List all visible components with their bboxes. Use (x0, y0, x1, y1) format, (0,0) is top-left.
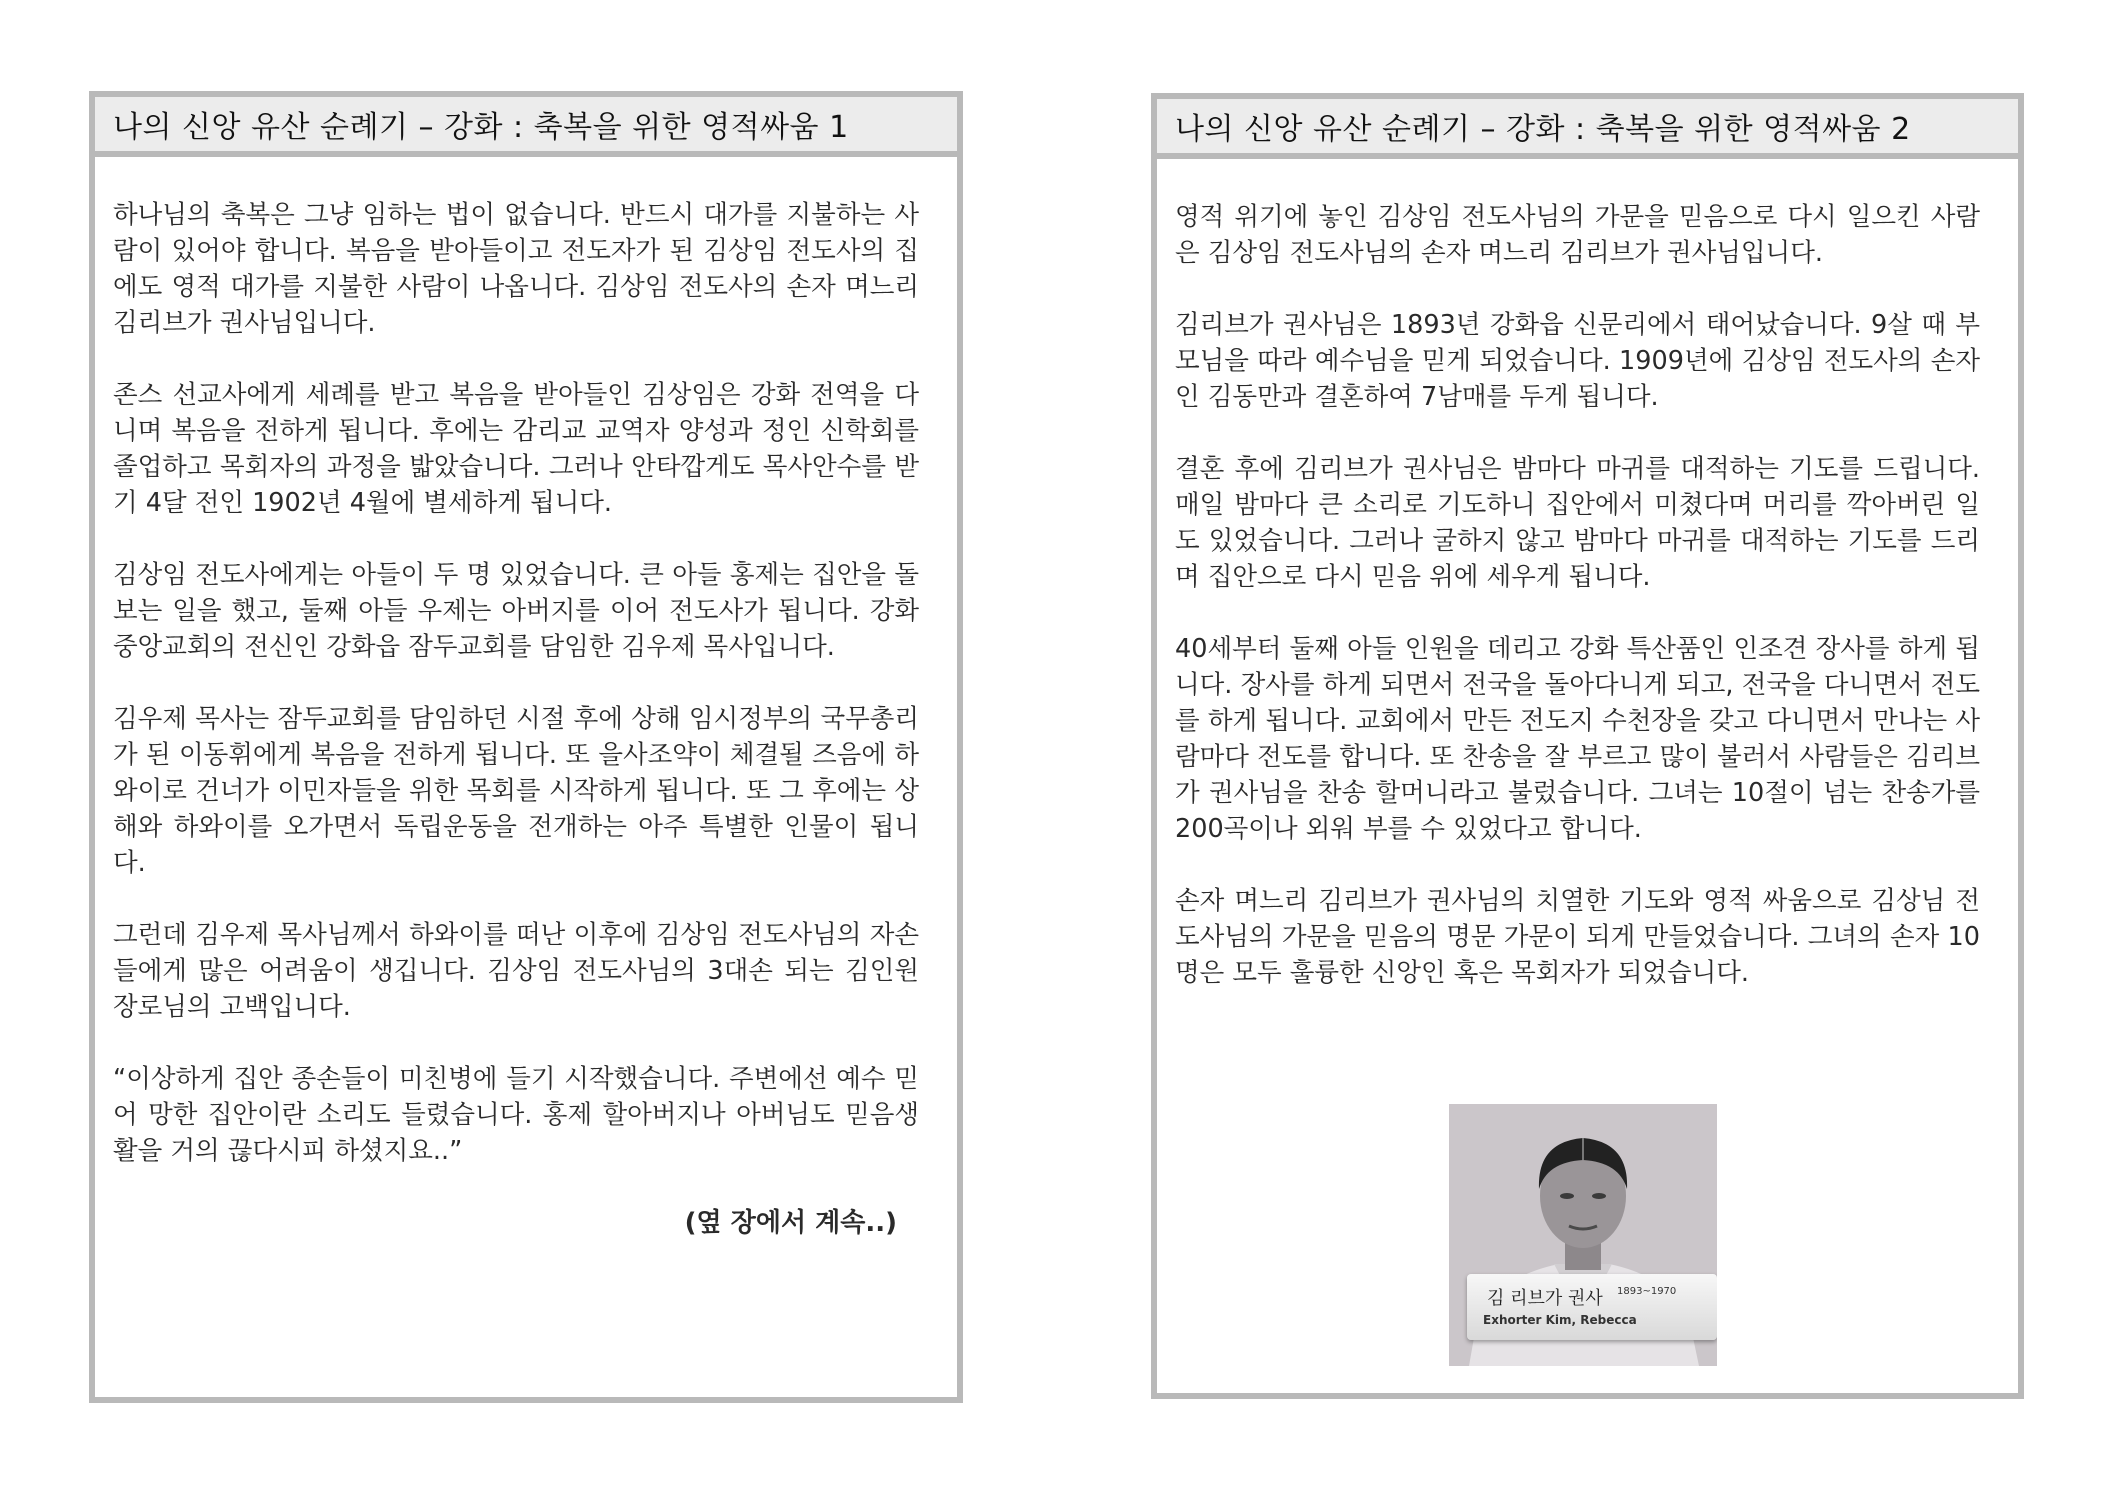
page-title-left: 나의 신앙 유산 순례기 – 강화 : 축복을 위한 영적싸움 1 (113, 110, 849, 145)
portrait-photo (1449, 1104, 1717, 1366)
paragraph: “이상하게 집안 종손들이 미친병에 들기 시작했습니다. 주변에선 예수 믿어 망한 집안이란 소리도 들렸습니다. 홍제 할아버지나 아버님도 믿음생활을 거의 끊다시피 하셨지요..” (113, 1064, 919, 1166)
name-plaque (1467, 1274, 1717, 1340)
paragraph: 하나님의 축복은 그냥 임하는 법이 없습니다. 반드시 대가를 지불하는 사람이 있어야 합니다. 복음을 받아들이고 전도자가 된 김상임 전도사의 집에도 영적 대가를 지불한 사람이 나옵니다. 김상임 전도사의 손자 며느리 김리브가 권사님입니다. (113, 200, 919, 338)
paragraph: 40세부터 둘째 아들 인원을 데리고 강화 특산품인 인조견 장사를 하게 됩니다. 장사를 하게 되면서 전국을 돌아다니게 되고, 전국을 다니면서 전도를 하게 됩니다. 교회에서 만든 전도지 수천장을 갖고 다니면서 만나는 사람마다 전도를 합니다. 또 찬송을 잘 부르고 많이 불러서 사람들은 김리브가 권사님을 찬송 할머니라고 불렀습니다. 그녀는 10절이 넘는 찬송가를 200곡이나 외워 부를 수 있었다고 합니다. (1175, 634, 1980, 844)
plaque-english-name: Exhorter Kim, Rebecca (1483, 1313, 1637, 1327)
paragraph: 손자 며느리 김리브가 권사님의 치열한 기도와 영적 싸움으로 김상님 전도사님의 가문을 믿음의 명문 가문이 되게 만들었습니다. 그녀의 손자 10명은 모두 훌륭한 신앙인 혹은 목회자가 되었습니다. (1175, 886, 1980, 988)
title-bar-left (95, 97, 957, 157)
plaque-years: 1893~1970 (1617, 1286, 1677, 1297)
continued-note: (옆 장에서 계속..) (684, 1208, 897, 1238)
paragraph: 존스 선교사에게 세례를 받고 복음을 받아들인 김상임은 강화 전역을 다니며 복음을 전하게 됩니다. 후에는 감리교 교역자 양성과 정인 신학회를 졸업하고 목회자의 과정을 밟았습니다. 그러나 안타깝게도 목사안수를 받기 4달 전인 1902년 4월에 별세하게 됩니다. (113, 380, 919, 518)
paragraph: 그런데 김우제 목사님께서 하와이를 떠난 이후에 김상임 전도사님의 자손들에게 많은 어려움이 생깁니다. 김상임 전도사님의 3대손 되는 김인원 장로님의 고백입니다. (113, 920, 919, 1022)
paragraph: 김우제 목사는 잠두교회를 담임하던 시절 후에 상해 임시정부의 국무총리가 된 이동휘에게 복음을 전하게 됩니다. 또 을사조약이 체결될 즈음에 하와이로 건너가 이민자들을 위한 목회를 시작하게 됩니다. 또 그 후에는 상해와 하와이를 오가면서 독립운동을 전개하는 아주 특별한 인물이 됩니다. (113, 704, 919, 878)
content-right (1175, 199, 1980, 1027)
paragraph: 결혼 후에 김리브가 권사님은 밤마다 마귀를 대적하는 기도를 드립니다. 매일 밤마다 큰 소리로 기도하니 집안에서 미쳤다며 머리를 깍아버린 일도 있었습니다. 그러나 굴하지 않고 밤마다 마귀를 대적하는 기도를 드리며 집안으로 다시 믿음 위에 세우게 됩니다. (1175, 454, 1980, 592)
paragraph: 김상임 전도사에게는 아들이 두 명 있었습니다. 큰 아들 홍제는 집안을 돌보는 일을 했고, 둘째 아들 우제는 아버지를 이어 전도사가 됩니다. 강화중앙교회의 전신인 강화읍 잠두교회를 담임한 김우제 목사입니다. (113, 560, 919, 662)
page-left (89, 91, 963, 1403)
plaque-name: 김 리브가 권사 (1487, 1288, 1603, 1309)
title-bar-right (1157, 99, 2018, 159)
paragraph: 영적 위기에 놓인 김상임 전도사님의 가문을 믿음으로 다시 일으킨 사람은 김상임 전도사님의 손자 며느리 김리브가 권사님입니다. (1175, 202, 1980, 268)
content-left (113, 197, 919, 1277)
page-right (1151, 93, 2024, 1399)
page-title-right: 나의 신앙 유산 순례기 – 강화 : 축복을 위한 영적싸움 2 (1175, 112, 1911, 147)
paragraph: 김리브가 권사님은 1893년 강화읍 신문리에서 태어났습니다. 9살 때 부모님을 따라 예수님을 믿게 되었습니다. 1909년에 김상임 전도사의 손자인 김동만과 결혼하여 7남매를 두게 됩니다. (1175, 310, 1980, 412)
